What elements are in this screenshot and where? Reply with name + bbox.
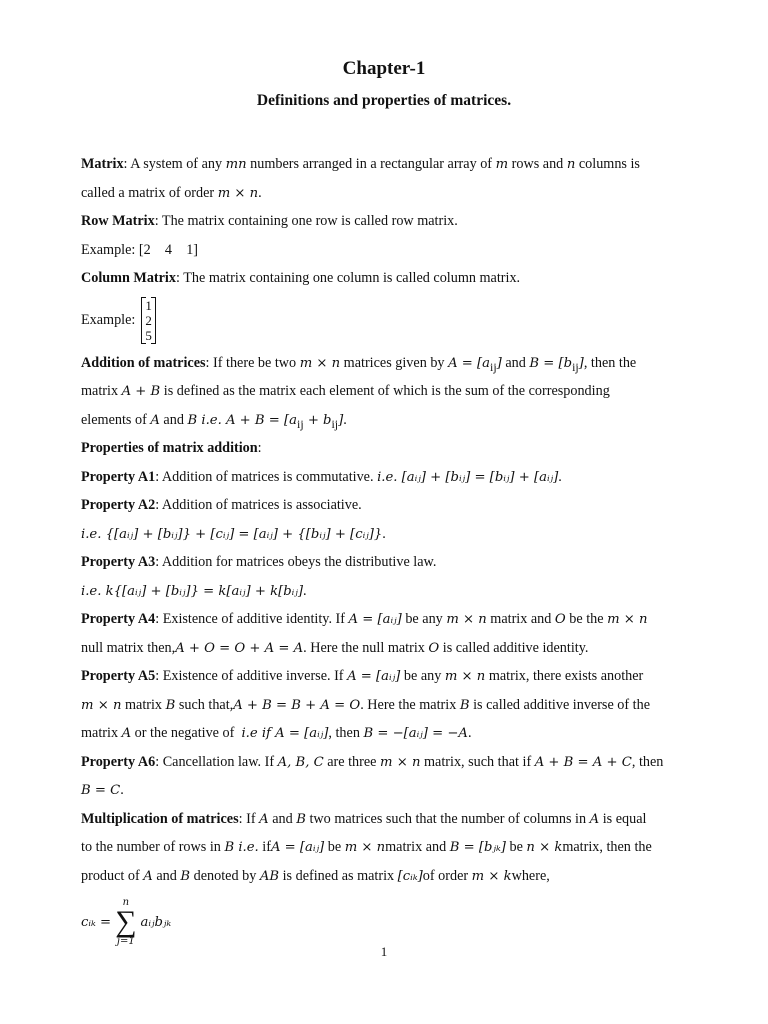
property-a5-line-3: matrix A or the negative of i.e if A = [aᵢⱼ], then B = −[aᵢⱼ] = −A.	[81, 725, 472, 741]
property-a2: Property A2: Addition of matrices is associative.	[81, 497, 362, 513]
property-a1: Property A1: Addition of matrices is commutative. i.e. [aᵢⱼ] + [bᵢⱼ] = [bᵢⱼ] + [aᵢⱼ].	[81, 468, 562, 485]
multiplication-line-3: product of A and B denoted by AB is defined as matrix [cᵢₖ]of order m × kwhere,	[81, 867, 550, 884]
property-a4-line-1: Property A4: Existence of additive identity. If A = [aᵢⱼ] be any m × n matrix and O be the m × n	[81, 611, 648, 627]
addition-line-1: Addition of matrices: If there be two m × n matrices given by $A = [a_{ij}]$ and $B = [b_{ij}]$, then the	[81, 354, 637, 374]
matrix-definition-line-2: called a matrix of order m × n.	[81, 184, 262, 201]
document-body	[81, 150, 697, 952]
row-matrix: [2 4 1]	[138, 241, 199, 258]
property-a6-line-1: Property A6: Cancellation law. If A, B, C are three m × n matrix, such that if A + B = A + C, then	[81, 753, 664, 770]
column-matrix-entry: 2	[145, 313, 152, 328]
term-row-matrix: Row Matrix	[81, 213, 155, 229]
column-matrix-entry: 1	[145, 298, 152, 313]
properties-heading: Properties of matrix addition:	[81, 440, 262, 456]
property-a5-line-1: Property A5: Existence of additive inverse. If A = [aᵢⱼ] be any m × n matrix, there exists another	[81, 668, 644, 684]
chapter-title: Chapter-1	[342, 58, 426, 79]
matrix-definition-line-1: Matrix: A system of any mn numbers arranged in a rectangular array of m rows and n columns is	[81, 156, 640, 172]
row-matrix-definition: Row Matrix: The matrix containing one row is called row matrix.	[81, 213, 458, 229]
term-property-a1: Property A1	[81, 468, 156, 485]
term-property-a4: Property A4	[81, 611, 156, 627]
product-sum-formula: cᵢₖ = n ∑ j=1 aᵢⱼbⱼₖ	[81, 897, 172, 947]
multiplication-line-1: Multiplication of matrices: If A and B two matrices such that the number of columns in A is equal	[81, 810, 647, 827]
page-number: 1	[380, 944, 388, 959]
term-property-a6: Property A6	[81, 753, 156, 770]
addition-line-2: matrix A + B is defined as the matrix each element of which is the sum of the corresponding	[81, 383, 610, 399]
column-matrix-definition: Column Matrix: The matrix containing one column is called column matrix.	[81, 270, 521, 286]
addition-line-3: elements of A and B i.e. $A + B = [a_{ij} + b_{ij}]$.	[81, 411, 347, 431]
term-property-a5: Property A5	[81, 668, 156, 684]
term-matrix: Matrix	[81, 156, 124, 172]
term-addition: Addition of matrices	[81, 354, 206, 371]
property-a3: Property A3: Addition for matrices obeys the distributive law.	[81, 554, 437, 570]
property-a4-line-2: null matrix then,A + O = O + A = A. Here the null matrix O is called additive identity.	[81, 639, 589, 656]
property-a6-line-2: B = C.	[81, 782, 124, 798]
row-matrix-example: Example: [2 4 1]	[81, 241, 199, 258]
column-matrix	[141, 297, 156, 344]
term-property-a3: Property A3	[81, 554, 156, 570]
column-matrix-entry: 5	[145, 328, 152, 343]
term-property-a2: Property A2	[81, 497, 156, 513]
property-a2-formula: i.e. {[aᵢⱼ] + [bᵢⱼ]} + [cᵢⱼ] = [aᵢⱼ] + {[bᵢⱼ] + [cᵢⱼ]}.	[81, 525, 386, 542]
chapter-subtitle: Definitions and properties of matrices.	[256, 92, 512, 109]
term-multiplication: Multiplication of matrices	[81, 810, 239, 827]
summation-sign: n ∑ j=1	[115, 897, 137, 947]
property-a5-line-2: m × n matrix B such that,A + B = B + A = O. Here the matrix B is called additive inverse of the	[81, 696, 650, 713]
property-a3-formula: i.e. k{[aᵢⱼ] + [bᵢⱼ]} = k[aᵢⱼ] + k[bᵢⱼ].	[81, 582, 307, 599]
column-matrix-example: Example: 1 2 5	[81, 293, 697, 349]
multiplication-line-2: to the number of rows in B i.e. ifA = [aᵢⱼ] be m × nmatrix and B = [bⱼₖ] be n × kmatrix, then the	[81, 839, 652, 855]
term-column-matrix: Column Matrix	[81, 270, 176, 286]
